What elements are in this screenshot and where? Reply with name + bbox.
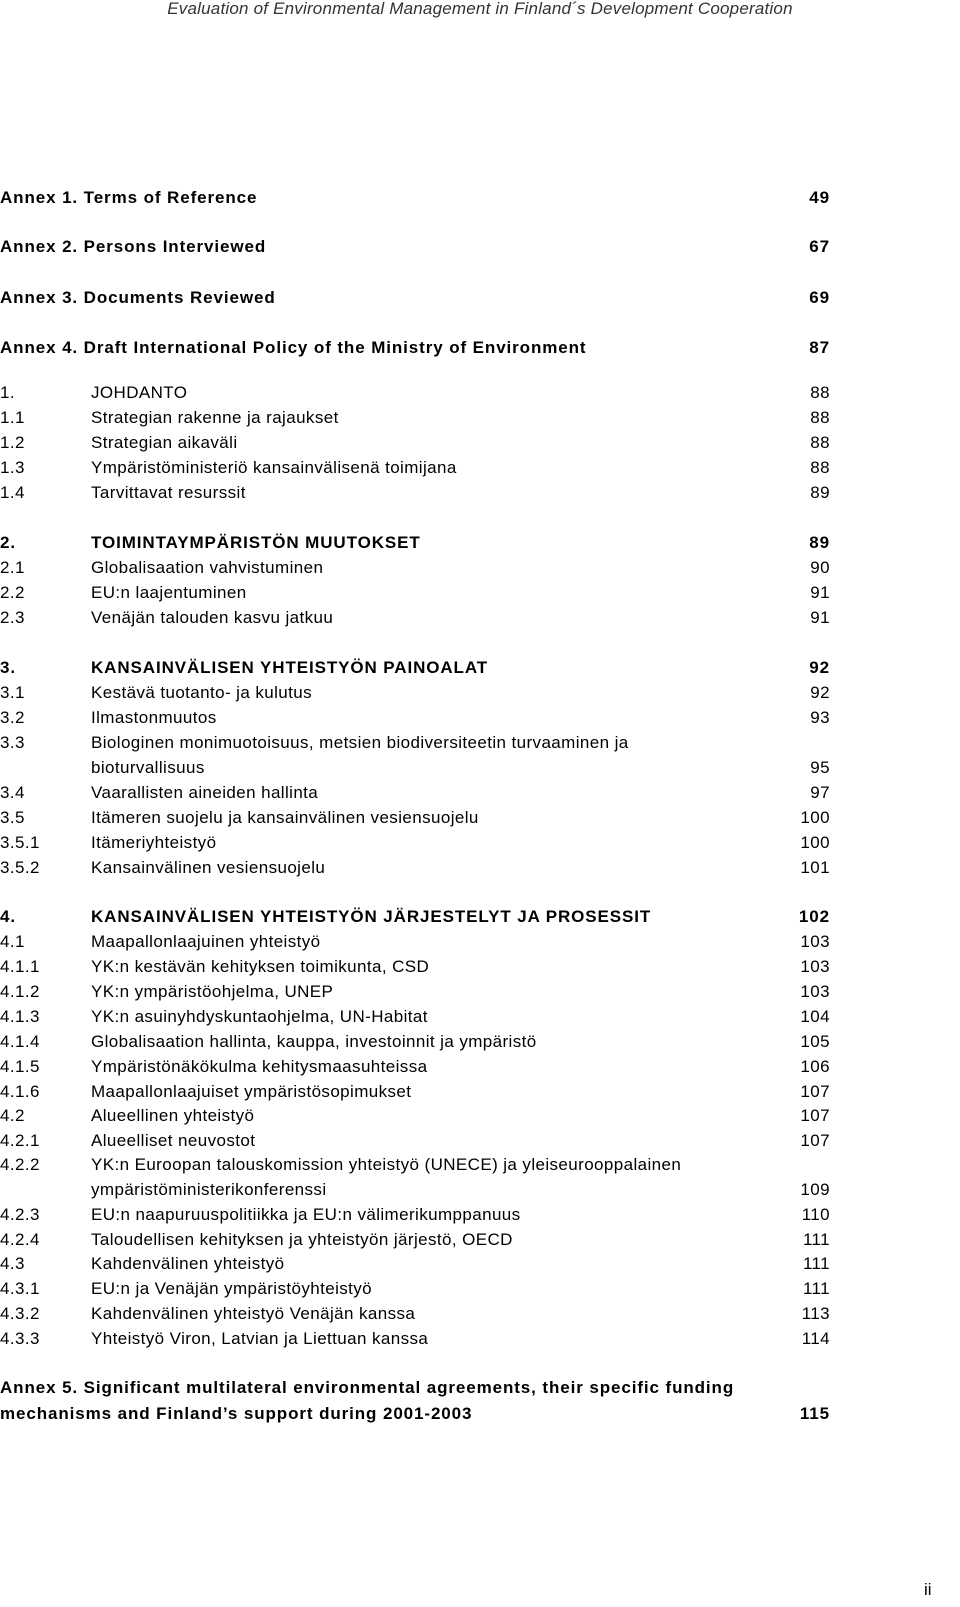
toc-entry-title: YK:n asuinyhdyskuntaohjelma, UN-Habitat <box>91 1007 428 1026</box>
toc-entry[interactable] <box>0 980 830 1004</box>
toc-entry-page: 90 <box>810 558 830 577</box>
toc-entry[interactable] <box>0 905 830 929</box>
toc-entry-number: 3.1 <box>0 683 25 702</box>
toc-entry-title: Alueelliset neuvostot <box>91 1131 256 1150</box>
toc-entry-page: 103 <box>800 932 830 951</box>
toc-entry[interactable] <box>0 1302 830 1326</box>
toc-entry-page: 104 <box>800 1007 830 1026</box>
toc-entry-page: 107 <box>800 1082 830 1101</box>
toc-entry-title: Itämeren suojelu ja kansainvälinen vesiensuojelu <box>91 808 479 827</box>
toc-entry-number: 3. <box>0 658 16 677</box>
toc-entry-page: 110 <box>801 1205 830 1224</box>
page-number: ii <box>924 1580 932 1599</box>
toc-entry-page: 89 <box>810 483 830 502</box>
toc-entry[interactable] <box>0 656 830 680</box>
toc-entry-page: 100 <box>800 833 830 852</box>
toc-entry[interactable] <box>0 1178 830 1202</box>
toc-entry-page: 107 <box>800 1106 830 1125</box>
toc-entry-number: 4.1.6 <box>0 1082 40 1101</box>
toc-entry-page: 88 <box>810 408 830 427</box>
toc-entry[interactable] <box>0 856 830 880</box>
toc-entry-title: Globalisaation vahvistuminen <box>91 558 324 577</box>
toc-entry-title: Maapallonlaajuinen yhteistyö <box>91 932 321 951</box>
toc-annex-entry[interactable] <box>0 1376 830 1400</box>
toc-entry[interactable] <box>0 681 830 705</box>
toc-entry-number: 3.5.1 <box>0 833 40 852</box>
toc-entry-title: YK:n Euroopan talouskomission yhteistyö (UNECE) ja yleiseurooppalainen <box>91 1155 682 1174</box>
toc-entry-number: 4.2.3 <box>0 1205 40 1224</box>
toc-entry[interactable] <box>0 431 830 455</box>
toc-entry-number: 4.1.4 <box>0 1032 40 1051</box>
toc-entry-page: 114 <box>801 1329 830 1348</box>
toc-entry-number: 4.2.1 <box>0 1131 40 1150</box>
toc-entry[interactable] <box>0 1203 830 1227</box>
toc-entry-page: 103 <box>800 957 830 976</box>
toc-annex-entry[interactable] <box>0 1402 830 1426</box>
toc-entry-page: 88 <box>810 458 830 477</box>
toc-entry-number: 3.3 <box>0 733 25 752</box>
toc-entry[interactable] <box>0 481 830 505</box>
toc-entry-title: EU:n laajentuminen <box>91 583 247 602</box>
toc-entry-title: Ympäristöministeriö kansainvälisenä toimijana <box>91 458 457 477</box>
toc-entry-number: 3.5.2 <box>0 858 40 877</box>
toc-entry-number: 1.4 <box>0 483 25 502</box>
toc-entry-number: 3.2 <box>0 708 25 727</box>
toc-entry-title: Kahdenvälinen yhteistyö Venäjän kanssa <box>91 1304 416 1323</box>
toc-entry-page: 115 <box>799 1404 830 1423</box>
toc-entry-title: Maapallonlaajuiset ympäristösopimukset <box>91 1082 412 1101</box>
toc-entry-page: 109 <box>800 1180 830 1199</box>
toc-entry[interactable] <box>0 756 830 780</box>
toc-entry-page: 89 <box>809 533 830 552</box>
toc-entry-page: 113 <box>801 1304 830 1323</box>
toc-entry-number: 2. <box>0 533 16 552</box>
running-header: Evaluation of Environmental Management in Finland´s Development Cooperation <box>167 0 793 18</box>
toc-entry[interactable] <box>0 706 830 730</box>
toc-entry-title: mechanisms and Finland’s support during 2001-2003 <box>0 1404 473 1423</box>
toc-entry-title: Venäjän talouden kasvu jatkuu <box>91 608 334 627</box>
toc-entry[interactable] <box>0 1055 830 1079</box>
toc-entry-title: Ilmastonmuutos <box>91 708 217 727</box>
toc-entry-title: YK:n kestävän kehityksen toimikunta, CSD <box>91 957 430 976</box>
toc-entry-title: Biologinen monimuotoisuus, metsien biodiversiteetin turvaaminen ja <box>91 733 629 752</box>
toc-entry-page: 67 <box>809 237 830 256</box>
toc-entry-number: 4. <box>0 907 16 926</box>
toc-entry[interactable] <box>0 1228 830 1252</box>
toc-entry-title: Yhteistyö Viron, Latvian ja Liettuan kanssa <box>91 1329 429 1348</box>
toc-entry-title: Ympäristönäkökulma kehitysmaasuhteissa <box>91 1057 428 1076</box>
toc-annex-entry[interactable] <box>0 235 830 259</box>
toc-entry-number: 4.3.1 <box>0 1279 40 1298</box>
toc-entry-page: 88 <box>810 433 830 452</box>
toc-entry-title: KANSAINVÄLISEN YHTEISTYÖN PAINOALAT <box>91 658 489 677</box>
toc-entry-page: 107 <box>800 1131 830 1150</box>
toc-entry-number: 4.1.3 <box>0 1007 40 1026</box>
toc-entry-number: 1.2 <box>0 433 25 452</box>
toc-entry-page: 97 <box>810 783 830 802</box>
toc-entry-number: 4.1.1 <box>0 957 40 976</box>
toc-entry-page: 111 <box>802 1279 830 1298</box>
toc-entry[interactable] <box>0 556 830 580</box>
toc-entry-title: Annex 5. Significant multilateral environmental agreements, their specific funding <box>0 1378 735 1397</box>
toc-entry-title: Itämeriyhteistyö <box>91 833 217 852</box>
toc-entry-page: 88 <box>810 383 830 402</box>
toc-entry-title: Kansainvälinen vesiensuojelu <box>91 858 326 877</box>
toc-entry-page: 103 <box>800 982 830 1001</box>
toc-entry-title: Strategian rakenne ja rajaukset <box>91 408 339 427</box>
toc-entry-title: Tarvittavat resurssit <box>91 483 246 502</box>
toc-entry-page: 111 <box>802 1254 830 1273</box>
toc-entry-page: 91 <box>810 583 830 602</box>
toc-entry-page: 69 <box>809 288 830 307</box>
toc-entry[interactable] <box>0 1129 830 1153</box>
toc-entry-title: JOHDANTO <box>91 383 188 402</box>
toc-entry-number: 4.2.4 <box>0 1230 40 1249</box>
toc-annex-entry[interactable] <box>0 336 830 360</box>
toc-entry-title: Kestävä tuotanto- ja kulutus <box>91 683 312 702</box>
toc-entry[interactable] <box>0 781 830 805</box>
toc-entry-number: 4.2.2 <box>0 1155 40 1174</box>
toc-entry-page: 102 <box>798 907 830 926</box>
toc-entry-title: Annex 4. Draft International Policy of the Ministry of Environment <box>0 338 587 357</box>
toc-entry-number: 1.3 <box>0 458 25 477</box>
toc-entry-number: 2.1 <box>0 558 25 577</box>
toc-annex-entry[interactable] <box>0 186 830 210</box>
toc-entry[interactable] <box>0 1005 830 1029</box>
toc-entry-title: Vaarallisten aineiden hallinta <box>91 783 319 802</box>
toc-entry-title: bioturvallisuus <box>91 758 205 777</box>
toc-entry-number: 1.1 <box>0 408 25 427</box>
toc-entry-number: 4.1 <box>0 932 25 951</box>
toc-entry-number: 4.1.5 <box>0 1057 40 1076</box>
toc-entry-title: Annex 1. Terms of Reference <box>0 188 258 207</box>
toc-entry-page: 92 <box>810 683 830 702</box>
toc-entry-number: 1. <box>0 383 15 402</box>
toc-entry-title: Taloudellisen kehityksen ja yhteistyön järjestö, OECD <box>91 1230 513 1249</box>
toc-entry[interactable] <box>0 1104 830 1128</box>
toc-entry-number: 3.4 <box>0 783 25 802</box>
toc-entry-number: 4.1.2 <box>0 982 40 1001</box>
toc-entry-number: 4.3.3 <box>0 1329 40 1348</box>
toc-annex-entry[interactable] <box>0 286 830 310</box>
toc-entry-page: 93 <box>810 708 830 727</box>
toc-entry[interactable] <box>0 381 830 405</box>
toc-entry-title: EU:n naapuruuspolitiikka ja EU:n välimerikumppanuus <box>91 1205 521 1224</box>
toc-entry[interactable] <box>0 606 830 630</box>
toc-entry[interactable] <box>0 731 830 755</box>
toc-entry[interactable] <box>0 406 830 430</box>
toc-entry[interactable] <box>0 1327 830 1351</box>
toc-entry-page: 95 <box>810 758 830 777</box>
toc-entry-number: 2.3 <box>0 608 25 627</box>
toc-entry-page: 92 <box>809 658 830 677</box>
toc-entry-page: 106 <box>800 1057 830 1076</box>
toc-entry-page: 91 <box>810 608 830 627</box>
toc-entry-page: 101 <box>800 858 830 877</box>
toc-entry-title: ympäristöministerikonferenssi <box>91 1180 327 1199</box>
toc-entry-number: 4.3.2 <box>0 1304 40 1323</box>
toc-entry-number: 3.5 <box>0 808 25 827</box>
toc-entry[interactable] <box>0 581 830 605</box>
toc-entry-title: KANSAINVÄLISEN YHTEISTYÖN JÄRJESTELYT JA PROSESSIT <box>91 907 652 926</box>
toc-entry-title: Annex 2. Persons Interviewed <box>0 237 267 256</box>
toc-entry[interactable] <box>0 1080 830 1104</box>
toc-entry-title: Strategian aikaväli <box>91 433 238 452</box>
toc-entry[interactable] <box>0 930 830 954</box>
toc-entry-number: 2.2 <box>0 583 25 602</box>
toc-entry-title: YK:n ympäristöohjelma, UNEP <box>91 982 334 1001</box>
toc-entry-title: EU:n ja Venäjän ympäristöyhteistyö <box>91 1279 373 1298</box>
toc-entry[interactable] <box>0 1277 830 1301</box>
toc-entry[interactable] <box>0 531 830 555</box>
toc-entry-number: 4.2 <box>0 1106 25 1125</box>
toc-entry[interactable] <box>0 1153 830 1177</box>
toc-entry[interactable] <box>0 831 830 855</box>
toc-entry[interactable] <box>0 456 830 480</box>
toc-entry-number: 4.3 <box>0 1254 25 1273</box>
toc-entry-title: Annex 3. Documents Reviewed <box>0 288 276 307</box>
toc-entry[interactable] <box>0 806 830 830</box>
toc-entry-page: 111 <box>802 1230 830 1249</box>
toc-entry-page: 105 <box>800 1032 830 1051</box>
toc-entry-page: 87 <box>809 338 830 357</box>
toc-entry-title: Alueellinen yhteistyö <box>91 1106 255 1125</box>
toc-entry-title: Globalisaation hallinta, kauppa, investoinnit ja ympäristö <box>91 1032 537 1051</box>
toc-entry[interactable] <box>0 1252 830 1276</box>
toc-entry-title: Kahdenvälinen yhteistyö <box>91 1254 285 1273</box>
toc-entry-page: 49 <box>809 188 830 207</box>
toc-entry[interactable] <box>0 955 830 979</box>
toc-entry[interactable] <box>0 1030 830 1054</box>
toc-entry-page: 100 <box>800 808 830 827</box>
toc-entry-title: TOIMINTAYMPÄRISTÖN MUUTOKSET <box>91 533 421 552</box>
